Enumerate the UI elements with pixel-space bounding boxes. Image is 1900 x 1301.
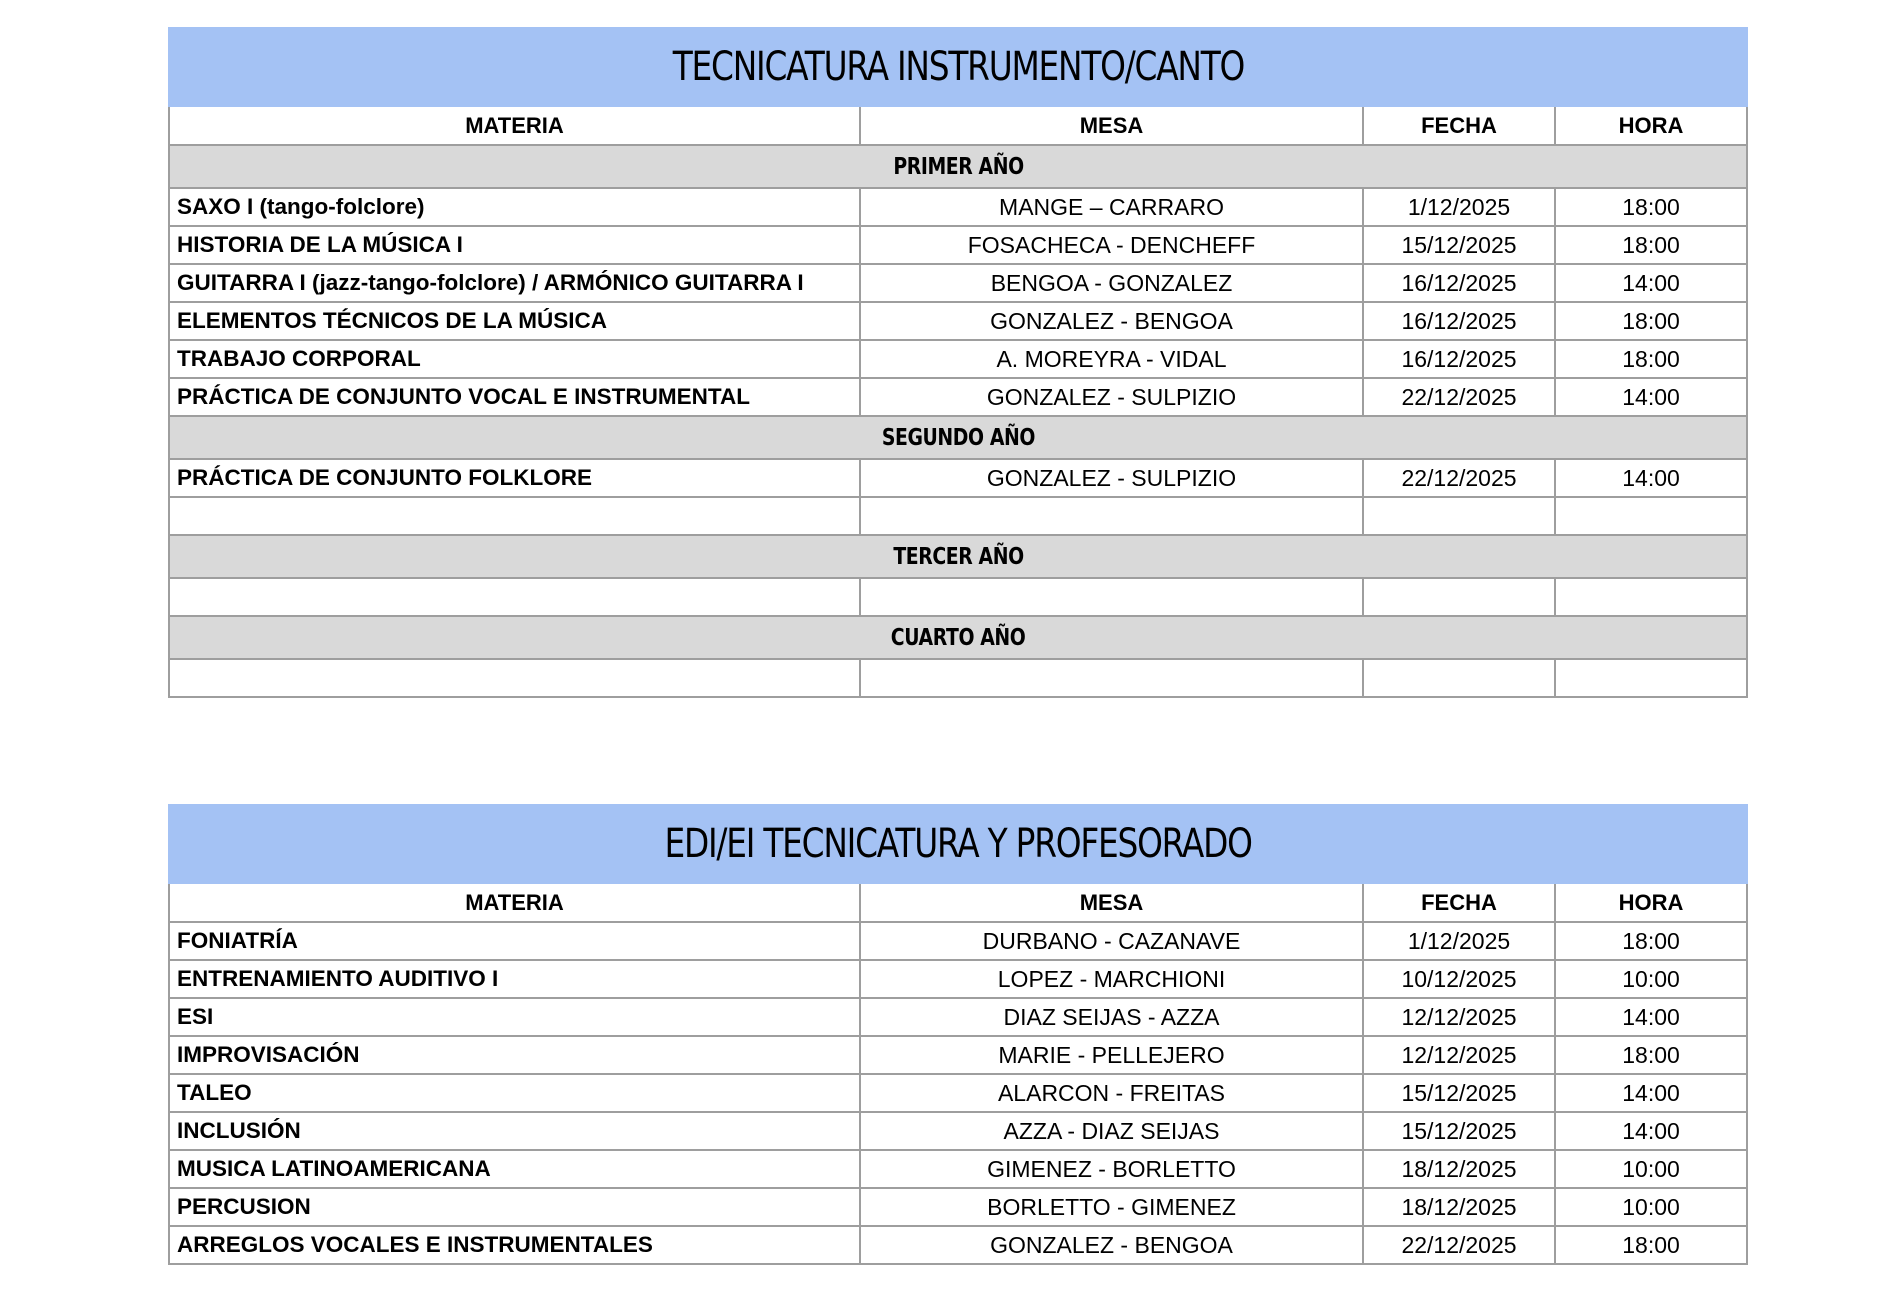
empty-cell	[1555, 497, 1747, 535]
table-row	[169, 226, 1747, 264]
table-title: TECNICATURA INSTRUMENTO/CANTO	[672, 44, 1244, 90]
cell-materia: INCLUSIÓN	[169, 1112, 860, 1150]
cell-hora: 10:00	[1555, 960, 1747, 998]
empty-row	[169, 578, 1747, 616]
cell-materia: PERCUSION	[169, 1188, 860, 1226]
cell-materia: ENTRENAMIENTO AUDITIVO I	[169, 960, 860, 998]
cell-materia: PRÁCTICA DE CONJUNTO FOLKLORE	[169, 459, 860, 497]
table-title: EDI/EI TECNICATURA Y PROFESORADO	[664, 821, 1252, 867]
cell-hora: 14:00	[1555, 264, 1747, 302]
table-title-row	[169, 805, 1747, 883]
empty-cell	[169, 659, 860, 697]
table-row	[169, 264, 1747, 302]
table-title-cell	[169, 805, 1747, 883]
cell-fecha: 12/12/2025	[1363, 998, 1555, 1036]
year-label: SEGUNDO AÑO	[881, 424, 1035, 451]
cell-hora: 18:00	[1555, 340, 1747, 378]
empty-cell	[860, 659, 1363, 697]
header-mesa: MESA	[860, 106, 1363, 145]
year-label: CUARTO AÑO	[890, 624, 1026, 651]
table-row	[169, 302, 1747, 340]
cell-mesa: GONZALEZ - SULPIZIO	[860, 378, 1363, 416]
cell-mesa: DURBANO - CAZANAVE	[860, 922, 1363, 960]
year-cell	[169, 145, 1747, 188]
table-title-row	[169, 28, 1747, 106]
cell-hora: 14:00	[1555, 459, 1747, 497]
cell-hora: 14:00	[1555, 998, 1747, 1036]
table-row	[169, 998, 1747, 1036]
empty-cell	[1555, 659, 1747, 697]
header-hora: HORA	[1555, 883, 1747, 922]
cell-materia: ARREGLOS VOCALES E INSTRUMENTALES	[169, 1226, 860, 1264]
table-row	[169, 922, 1747, 960]
year-cell	[169, 416, 1747, 459]
table-row	[169, 188, 1747, 226]
cell-materia: ESI	[169, 998, 860, 1036]
cell-fecha: 12/12/2025	[1363, 1036, 1555, 1074]
cell-fecha: 15/12/2025	[1363, 1112, 1555, 1150]
cell-fecha: 15/12/2025	[1363, 226, 1555, 264]
header-mesa: MESA	[860, 883, 1363, 922]
table-row	[169, 1226, 1747, 1264]
year-row-segundo	[169, 416, 1747, 459]
year-label: PRIMER AÑO	[892, 153, 1024, 180]
cell-materia: PRÁCTICA DE CONJUNTO VOCAL E INSTRUMENTAL	[169, 378, 860, 416]
cell-hora: 18:00	[1555, 1226, 1747, 1264]
table-row	[169, 1150, 1747, 1188]
cell-mesa: GIMENEZ - BORLETTO	[860, 1150, 1363, 1188]
empty-cell	[1363, 578, 1555, 616]
cell-mesa: MARIE - PELLEJERO	[860, 1036, 1363, 1074]
cell-materia: TALEO	[169, 1074, 860, 1112]
header-fecha: FECHA	[1363, 106, 1555, 145]
cell-hora: 14:00	[1555, 1074, 1747, 1112]
cell-materia: MUSICA LATINOAMERICANA	[169, 1150, 860, 1188]
header-materia: MATERIA	[169, 106, 860, 145]
year-cell	[169, 616, 1747, 659]
table-edi-tecnicatura-profesorado	[168, 804, 1748, 1265]
cell-fecha: 22/12/2025	[1363, 1226, 1555, 1264]
cell-fecha: 18/12/2025	[1363, 1188, 1555, 1226]
cell-mesa: BORLETTO - GIMENEZ	[860, 1188, 1363, 1226]
table-tecnicatura-instrumento-canto	[168, 27, 1748, 698]
table-row	[169, 1036, 1747, 1074]
cell-materia: IMPROVISACIÓN	[169, 1036, 860, 1074]
cell-materia: HISTORIA DE LA MÚSICA I	[169, 226, 860, 264]
cell-fecha: 18/12/2025	[1363, 1150, 1555, 1188]
cell-materia: GUITARRA I (jazz-tango-folclore) / ARMÓNICO GUITARRA I	[169, 264, 860, 302]
cell-materia: ELEMENTOS TÉCNICOS DE LA MÚSICA	[169, 302, 860, 340]
table-row	[169, 1188, 1747, 1226]
cell-fecha: 10/12/2025	[1363, 960, 1555, 998]
cell-mesa: MANGE – CARRARO	[860, 188, 1363, 226]
cell-hora: 18:00	[1555, 226, 1747, 264]
empty-row	[169, 659, 1747, 697]
cell-hora: 14:00	[1555, 378, 1747, 416]
cell-mesa: AZZA - DIAZ SEIJAS	[860, 1112, 1363, 1150]
table-row	[169, 960, 1747, 998]
table-row	[169, 1074, 1747, 1112]
cell-materia: FONIATRÍA	[169, 922, 860, 960]
empty-row	[169, 497, 1747, 535]
cell-fecha: 1/12/2025	[1363, 188, 1555, 226]
empty-cell	[1363, 659, 1555, 697]
cell-materia: SAXO I (tango-folclore)	[169, 188, 860, 226]
cell-fecha: 22/12/2025	[1363, 459, 1555, 497]
cell-fecha: 15/12/2025	[1363, 1074, 1555, 1112]
cell-mesa: GONZALEZ - SULPIZIO	[860, 459, 1363, 497]
year-cell	[169, 535, 1747, 578]
cell-hora: 14:00	[1555, 1112, 1747, 1150]
empty-cell	[860, 497, 1363, 535]
table-row	[169, 459, 1747, 497]
header-fecha: FECHA	[1363, 883, 1555, 922]
cell-hora: 10:00	[1555, 1188, 1747, 1226]
header-hora: HORA	[1555, 106, 1747, 145]
cell-mesa: BENGOA - GONZALEZ	[860, 264, 1363, 302]
cell-mesa: LOPEZ - MARCHIONI	[860, 960, 1363, 998]
year-row-tercer	[169, 535, 1747, 578]
column-header-row	[169, 106, 1747, 145]
empty-cell	[169, 497, 860, 535]
cell-mesa: GONZALEZ - BENGOA	[860, 1226, 1363, 1264]
cell-hora: 10:00	[1555, 1150, 1747, 1188]
cell-hora: 18:00	[1555, 922, 1747, 960]
cell-fecha: 16/12/2025	[1363, 264, 1555, 302]
column-header-row	[169, 883, 1747, 922]
cell-fecha: 1/12/2025	[1363, 922, 1555, 960]
year-row-primer	[169, 145, 1747, 188]
empty-cell	[1555, 578, 1747, 616]
table-row	[169, 1112, 1747, 1150]
empty-cell	[1363, 497, 1555, 535]
cell-mesa: DIAZ SEIJAS - AZZA	[860, 998, 1363, 1036]
year-row-cuarto	[169, 616, 1747, 659]
cell-mesa: ALARCON - FREITAS	[860, 1074, 1363, 1112]
year-label: TERCER AÑO	[892, 543, 1024, 570]
cell-materia: TRABAJO CORPORAL	[169, 340, 860, 378]
table-row	[169, 340, 1747, 378]
empty-cell	[169, 578, 860, 616]
table-row	[169, 378, 1747, 416]
cell-mesa: GONZALEZ - BENGOA	[860, 302, 1363, 340]
cell-mesa: FOSACHECA - DENCHEFF	[860, 226, 1363, 264]
empty-cell	[860, 578, 1363, 616]
cell-fecha: 16/12/2025	[1363, 340, 1555, 378]
table-title-cell	[169, 28, 1747, 106]
cell-hora: 18:00	[1555, 302, 1747, 340]
cell-fecha: 16/12/2025	[1363, 302, 1555, 340]
cell-hora: 18:00	[1555, 1036, 1747, 1074]
cell-hora: 18:00	[1555, 188, 1747, 226]
cell-mesa: A. MOREYRA - VIDAL	[860, 340, 1363, 378]
cell-fecha: 22/12/2025	[1363, 378, 1555, 416]
header-materia: MATERIA	[169, 883, 860, 922]
